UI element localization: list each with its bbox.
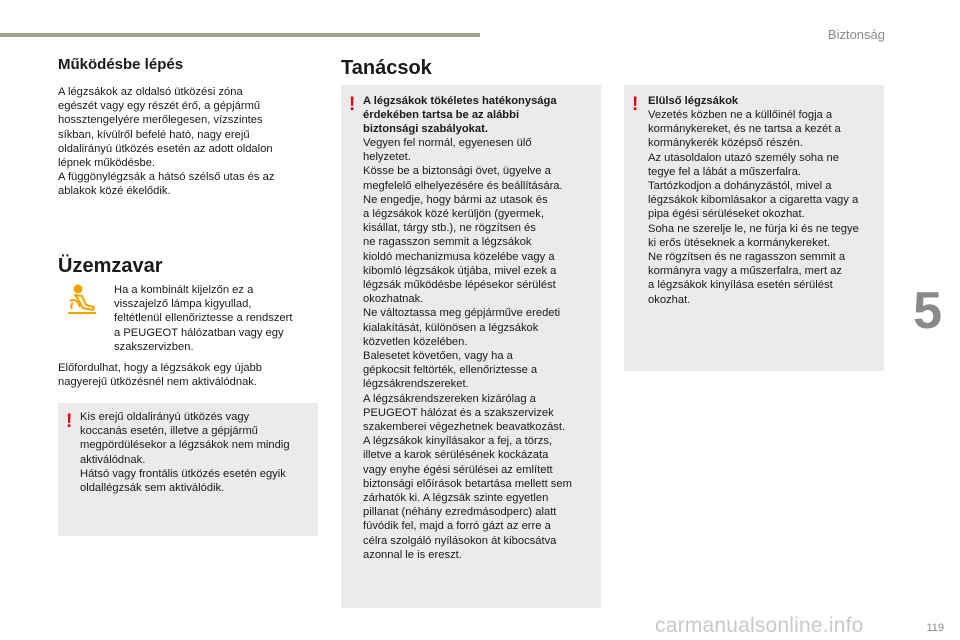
tips-box [341, 85, 601, 608]
tips-box-text: Vegyen fel normál, egyenesen ülő helyzetet. Kösse be a biztonsági övet, ügyelve a megfelelő elhelyezésére és beállítására. Ne engedje, hogy bármi az utasok és a légzsákok közé kerüljön (gyermek, kisállat, tárgy stb.), ne rögzítsen és ne ragasszon semmit a légzsákok kioldó mechanizmusa közelébe vagy a kibomló légzsákok útjába, mivel ezek a légzsák működésbe lépésekor sérülést okozhatnak. Ne változtassa meg gépjárműve eredeti kialakítását, különösen a légzsákok közvetlen közelében. Balesetet követően, vagy ha a gépkocsit feltörték, ellenőriztesse a légzsákrendszereket. A légzsákrendszereken kizárólag a PEUGEOT hálózat és a szakszervizek szakemberei végezhetnek beavatkozást. A légzsákok kinyílásakor a fej, a törzs, illetve a karok sérülésének kockázata vagy enyhe égési sérülései az említett biztonsági előírások betartása mellett sem zárhatók ki. A légzsák szinte egyetlen pillanat (néhány ezredmásodperc) alatt fúvódik fel, majd a forró gázt az erre a célra szolgáló nyílásokon át kibocsátva azonnal le is ereszt. [363, 137, 572, 561]
exclamation-icon: ! [349, 94, 356, 115]
warning-box-left-text: Kis erejű oldalirányú ütközés vagy koccanás esetén, illetve a gépjármű megpördülésekor a légzsákok nem mindig aktiválódnak. Hátsó vagy frontális ütközés esetén egyik oldallégzsák sem aktiválódik. [80, 411, 290, 495]
section-title: Biztonság [827, 27, 885, 42]
fault-heading: Üzemzavar [58, 255, 163, 277]
tips-heading: Tanácsok [341, 57, 432, 79]
fault-icon-text: Ha a kombinált kijelzőn ez a visszajelző lámpa kigyullad, feltétlenül ellenőriztesse a rendszert a PEUGEOT hálózatban vagy egy szakszervizben. [114, 284, 293, 353]
exclamation-icon: ! [632, 94, 639, 115]
exclamation-icon: ! [66, 411, 73, 432]
tips-box-title: A légzsákok tökéletes hatékonysága érdekében tartsa be az alábbi biztonsági szabályokat. [363, 95, 557, 136]
front-airbag-text: Vezetés közben ne a küllőinél fogja a kormánykereket, és ne tartsa a kezét a kormánykerék középső részén. Az utasoldalon utazó személy soha ne tegye fel a lábát a műszerfalra. Tartózkodjon a dohányzástól, mivel a légzsákok kibomlásakor a cigaretta vagy a pipa égési sérüléseket okozhat. Soha ne szerelje le, ne fúrja ki és ne tegye ki erős ütéseknek a kormánykereket. Ne rögzítsen és ne ragasszon semmit a kormányra vagy a műszerfalra, mert az a légzsákok kinyílása esetén sérülést okozhat. [648, 109, 859, 306]
chapter-number: 5 [913, 282, 942, 340]
watermark: carmanualsonline.info [655, 614, 864, 637]
front-airbag-box [624, 85, 884, 371]
warning-box-left [58, 403, 318, 536]
page-number: 119 [926, 622, 944, 634]
deploy-heading: Működésbe lépés [58, 56, 184, 73]
front-airbag-title: Elülső légzsákok [648, 95, 739, 107]
header-bar [0, 33, 480, 37]
deploy-text: A légzsákok az oldalsó ütközési zóna egészét vagy egy részét érő, a gépjármű hossztengelyére merőlegesen, vízszintes síkban, kívülről befelé ható, nagy erejű oldalirányú ütközés esetén az adott oldalon lépnek működésbe. A függönylégzsák a hátsó szélső utas és az ablakok közé ékelődik. [58, 86, 275, 198]
airbag-warning-icon [66, 283, 100, 317]
fault-text: Előfordulhat, hogy a légzsákok egy újabb nagyerejű ütközésnél nem aktiválódnak. [58, 362, 262, 389]
